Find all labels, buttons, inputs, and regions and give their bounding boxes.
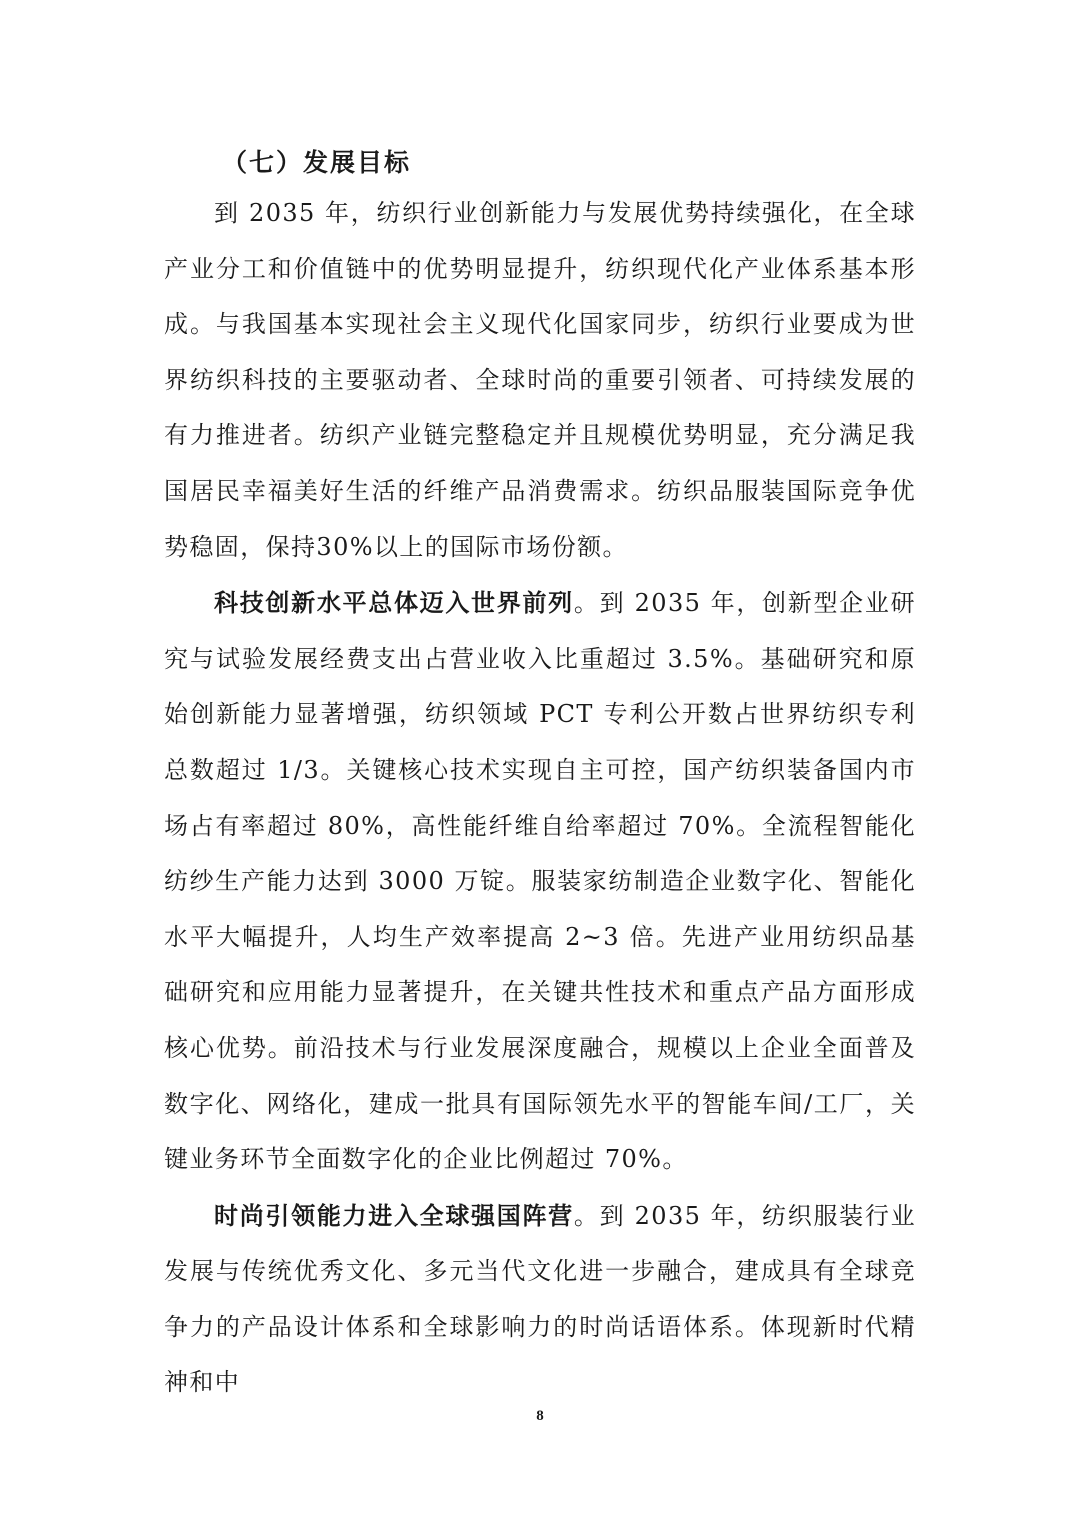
paragraph-overall-goal bbox=[164, 186, 916, 575]
page-content bbox=[164, 140, 916, 1411]
paragraph-lead-heading: 时尚引领能力进入全球强国阵营 bbox=[214, 1200, 574, 1230]
section-heading: （七）发展目标 bbox=[222, 148, 412, 177]
paragraph-text: 到 2035 年，纺织行业创新能力与发展优势持续强化，在全球产业分工和价值链中的优势明显提升，纺织现代化产业体系基本形成。与我国基本实现社会主义现代化国家同步，纺织行业要成为世界纺织科技的主要驱动者、全球时尚的重要引领者、可持续发展的有力推进者。纺织产业链完整稳定并且规模优势明显，充分满足我国居民幸福美好生活的纤维产品消费需求。纺织品服装国际竞争优势稳固，保持30%以上的国际市场份额。 bbox=[164, 199, 916, 561]
paragraph-fashion-leadership bbox=[164, 1188, 916, 1411]
paragraph-text: 。到 2035 年，创新型企业研究与试验发展经费支出占营业收入比重超过 3.5%。基础研究和原始创新能力显著增强，纺织领域 PCT 专利公开数占世界纺织专利总数超过 1/3。关键核心技术实现自主可控，国产纺织装备国内市场占有率超过 80%，高性能纤维自给率超过 70%。全流程智能化纺纱生产能力达到 3000 万锭。服装家纺制造企业数字化、智能化水平大幅提升，人均生产效率提高 2~3 倍。先进产业用纺织品基础研究和应用能力显著提升，在关键共性技术和重点产品方面形成核心优势。前沿技术与行业发展深度融合，规模以上企业全面普及数字化、网络化，建成一批具有国际领先水平的智能车间/工厂，关键业务环节全面数字化的企业比例超过 70%。 bbox=[164, 589, 916, 1174]
paragraph-lead-heading: 科技创新水平总体迈入世界前列 bbox=[214, 588, 574, 618]
paragraph-tech-innovation bbox=[164, 575, 916, 1188]
page-number: 8 bbox=[536, 1408, 544, 1424]
paragraph-text: 。到 2035 年，纺织服装行业发展与传统优秀文化、多元当代文化进一步融合，建成具有全球竞争力的产品设计体系和全球影响力的时尚话语体系。体现新时代精神和中 bbox=[164, 1201, 916, 1397]
